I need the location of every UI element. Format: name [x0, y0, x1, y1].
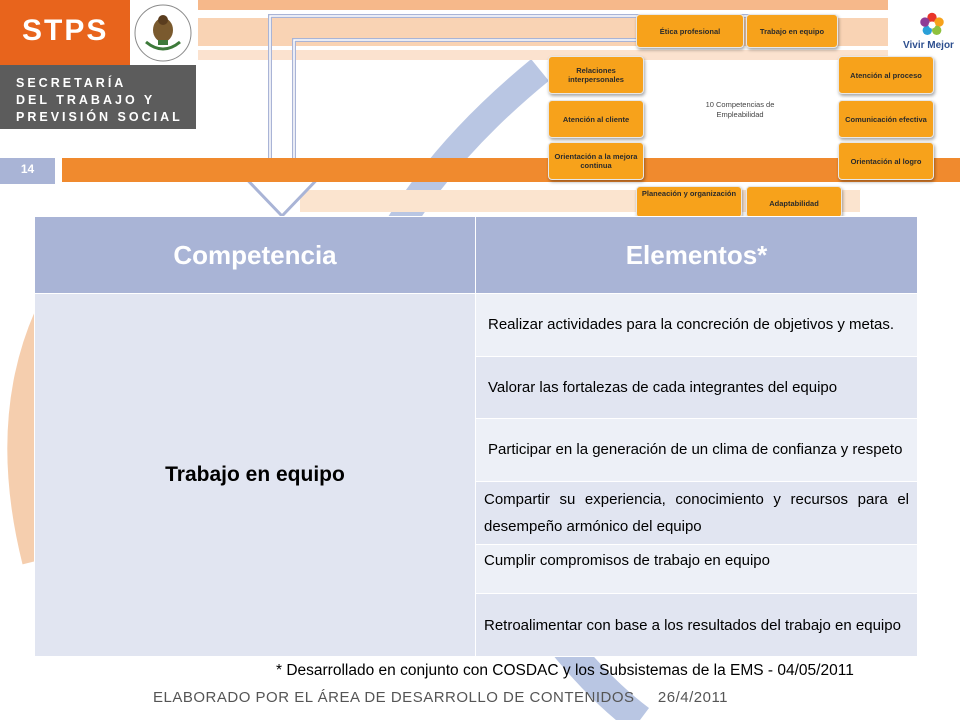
- vivir-mejor-logo-text: Vivir Mejor: [903, 40, 954, 51]
- agency-name-line: PREVISIÓN SOCIAL: [16, 110, 183, 124]
- footnote: * Desarrollado en conjunto con COSDAC y los Subsistemas de la EMS - 04/05/2011: [276, 662, 854, 679]
- elemento-cell: Realizar actividades para la concreción de objetivos y metas.: [476, 294, 918, 357]
- agency-name-line: SECRETARÍA: [16, 76, 127, 90]
- orange-header-bar: [62, 158, 960, 182]
- elemento-cell: Participar en la generación de un clima de confianza y respeto: [476, 419, 918, 482]
- competency-badge: Relaciones interpersonales: [548, 56, 644, 94]
- competency-badge: Comunicación efectiva: [838, 100, 934, 138]
- stps-logo-text: STPS: [22, 14, 109, 47]
- table-row: [35, 294, 918, 357]
- column-header-competencia: Competencia: [35, 217, 476, 294]
- competency-badge: Atención al proceso: [838, 56, 934, 94]
- elemento-cell: Valorar las fortalezas de cada integrantes del equipo: [476, 357, 918, 419]
- elemento-cell: Retroalimentar con base a los resultados del trabajo en equipo: [476, 594, 918, 657]
- footer-text: ELABORADO POR EL ÁREA DE DESARROLLO DE CONTENIDOS 26/4/2011: [153, 689, 729, 706]
- competency-badge: Atención al cliente: [548, 100, 644, 138]
- competency-badge: Trabajo en equipo: [746, 14, 838, 48]
- competency-badge: Planeación y organización: [636, 186, 742, 218]
- diagram-center-note: 10 Competencias de Empleabilidad: [705, 100, 775, 120]
- competency-badge: Orientación al logro: [838, 142, 934, 180]
- elemento-cell: Compartir su experiencia, conocimiento y recursos para el desempeño armónico del equipo: [476, 482, 918, 545]
- column-header-elementos: Elementos*: [476, 217, 918, 294]
- slide-number: 14: [20, 162, 35, 176]
- elemento-cell: Cumplir compromisos de trabajo en equipo: [476, 545, 918, 594]
- table-header-row: [35, 217, 918, 294]
- competencia-cell: Trabajo en equipo: [35, 294, 476, 657]
- agency-name-line: DEL TRABAJO Y: [16, 93, 156, 107]
- competency-table: [34, 216, 918, 657]
- competency-badge: Ética profesional: [636, 14, 744, 48]
- competency-badge: Adaptabilidad: [746, 186, 842, 218]
- competency-badge: Orientación a la mejora continua: [548, 142, 644, 180]
